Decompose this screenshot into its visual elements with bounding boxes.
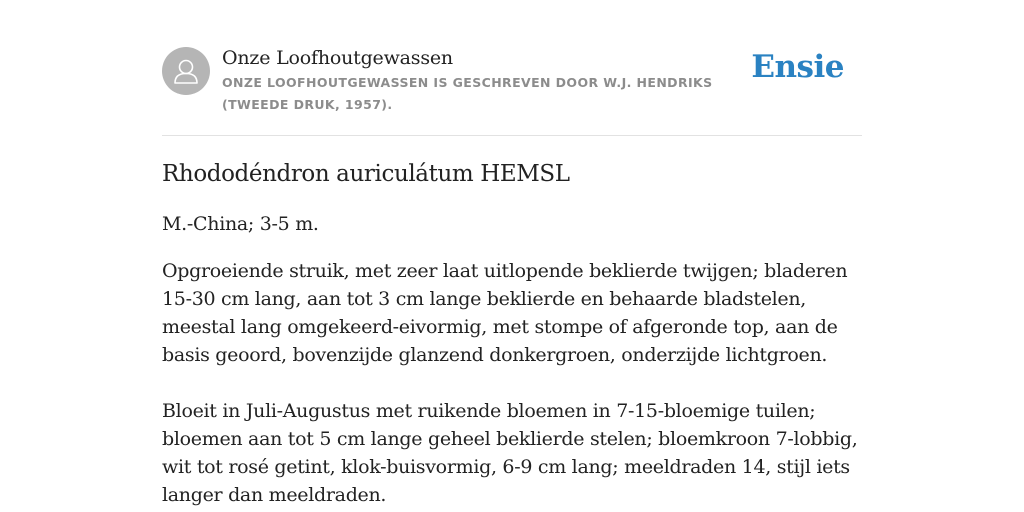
source-title[interactable]: Onze Loofhoutgewassen [222,47,453,69]
entry-paragraph-origin: M.-China; 3-5 m. [162,213,319,235]
entry-content [162,158,862,509]
source-header [162,0,862,136]
page-container [162,0,862,509]
entry-paragraph-description: Opgroeiende struik, met zeer laat uitlopende beklierde twijgen; bladeren 15-30 cm lang, aan tot 3 cm lange beklierde en behaarde bladstelen, meestal lang omgekeerd-eivormig, met stompe of afgeronde top, aan de basis geoord, bovenzijde glanzend donkergroen, onderzijde lichtgroen. [162,260,848,366]
entry-title: Rhododéndron auriculátum HEMSL [162,161,570,187]
brand-logo[interactable]: Ensie [751,49,844,85]
user-icon [162,47,210,95]
source-info [222,45,752,116]
entry-paragraph-flowering: Bloeit in Juli-Augustus met ruikende bloemen in 7-15-bloemige tuilen; bloemen aan tot 5 cm lange geheel beklierde stelen; bloemkroon 7-lobbig, wit tot rosé getint, klok-buisvormig, 6-9 cm lang; meeldraden 14, stijl iets langer dan meeldraden. [162,400,858,506]
source-description: ONZE LOOFHOUTGEWASSEN IS GESCHREVEN DOOR W.J. HENDRIKS (TWEEDE DRUK, 1957). [222,75,713,112]
